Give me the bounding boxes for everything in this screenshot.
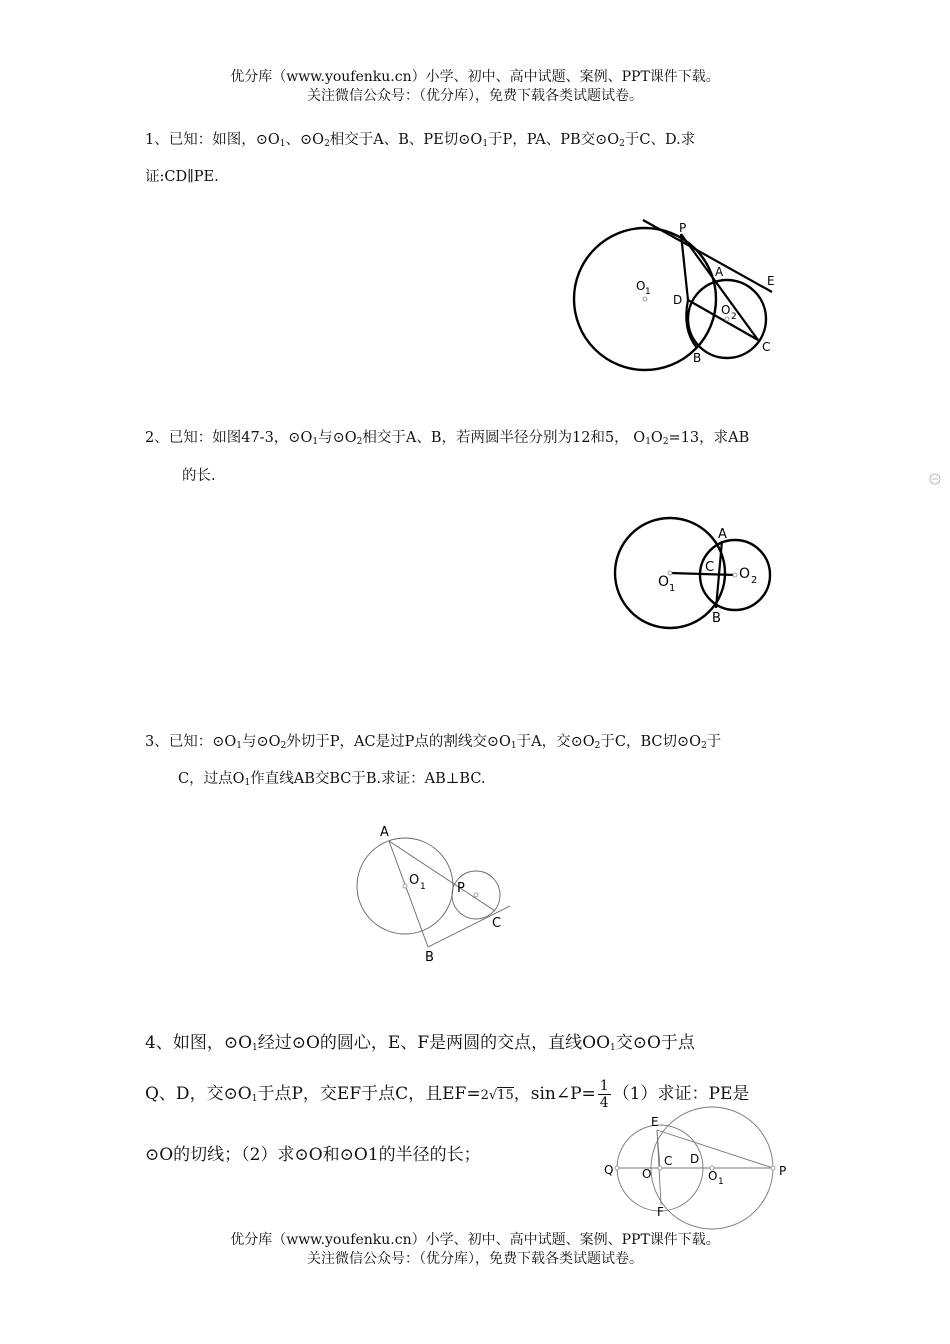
q2-label-o2: O	[739, 566, 751, 582]
q4-point-o	[658, 1166, 662, 1170]
q3-label-p: P	[457, 881, 465, 896]
q1-center-o2	[725, 317, 729, 321]
header-line-1: 优分库（www.youfenku.cn）小学、初中、高中试题、案例、PPT课件下载。	[230, 69, 720, 85]
q3-figure	[350, 820, 520, 970]
q4-line-1: 4、如图，$⊙O_1$经过⊙O的圆心，E、F是两圆的交点，直线$OO_1$交⊙O于点	[145, 1033, 695, 1053]
q3-line-2: C，过点$O_1$作直线AB交BC于B.求证：AB⊥BC.	[178, 771, 486, 788]
q3-secant-ac	[389, 841, 495, 911]
q4-line-2: Q、D，交$⊙O_1$于点P，交EF于点C，且EF=2√15，sin∠P= $\frac{1}{4}$ （1）求证：PE是	[145, 1078, 750, 1111]
q1-label-o2-sub: 2	[731, 312, 737, 322]
q1-label-d: D	[673, 293, 683, 307]
q1-line-pc	[681, 234, 758, 340]
q3-label-b: B	[425, 950, 434, 965]
q4-point-q	[615, 1166, 619, 1170]
q2-line-2: 的长.	[182, 468, 216, 484]
q3-center-o2	[474, 893, 478, 897]
q4-figure	[600, 1100, 800, 1230]
q4-label-p: P	[779, 1164, 787, 1178]
q1-line-1: 1、已知：如图，$⊙O_1$、$⊙O_2$相交于A、B、PE切$⊙O_1$于P，PA、PB交$⊙O_2$于C、D.求	[145, 132, 696, 149]
header-line-2: 关注微信公众号：（优分库），免费下载各类试题试卷。	[307, 88, 643, 104]
footer-line-2: 关注微信公众号：（优分库），免费下载各类试题试卷。	[307, 1251, 643, 1267]
q3-label-o1: O	[409, 873, 420, 888]
q1-label-o1-sub: 1	[645, 287, 651, 297]
q1-label-o1: O	[636, 279, 646, 293]
q2-label-o2-sub: 2	[751, 575, 758, 586]
q3-label-o1-sub: 1	[420, 882, 426, 892]
q4-number: 4、	[145, 1033, 173, 1053]
q2-number: 2、	[145, 430, 169, 446]
q4-point-p	[771, 1166, 775, 1170]
q4-sqrt-expression: 2√15	[480, 1088, 514, 1103]
q1-label-e: E	[767, 274, 775, 288]
q4-label-f: F	[657, 1205, 664, 1219]
q2-label-o1-sub: 1	[669, 583, 676, 594]
q3-line-1: 3、已知：$⊙O_1$与$⊙O_2$外切于P，AC是过P点的割线交$⊙O_1$于A，交$⊙O_2$于C，BC切$⊙O_2$于	[145, 734, 722, 751]
q1-label-b: B	[693, 351, 702, 365]
q3-label-a: A	[380, 825, 389, 840]
footer-line-1: 优分库（www.youfenku.cn）小学、初中、高中试题、案例、PPT课件下载。	[230, 1232, 720, 1248]
q4-label-q: Q	[604, 1163, 614, 1177]
page-footer	[0, 1231, 950, 1269]
q1-label-o2: O	[721, 303, 731, 317]
q4-line-3: ⊙O的切线；（2）求⊙O和⊙O1的半径的长；	[145, 1145, 481, 1165]
q2-figure	[605, 510, 785, 635]
q4-label-o1: O	[708, 1169, 718, 1183]
q3-label-c: C	[492, 916, 502, 931]
q1-number: 1、	[145, 132, 169, 148]
q1-line-2: 证:CD∥PE.	[145, 169, 219, 185]
q1-figure	[560, 212, 790, 382]
q4-label-o1-sub: 1	[718, 1177, 724, 1187]
q2-center-o2	[733, 573, 737, 577]
q2-label-a: A	[718, 527, 727, 542]
q4-fraction: $\frac{1}{4}$	[599, 1078, 609, 1111]
q2-label-c: C	[705, 560, 715, 575]
q3-line-ab	[389, 841, 428, 947]
q3-center-o1	[403, 884, 407, 888]
q2-label-b: B	[712, 611, 721, 626]
q1-label-p: P	[679, 221, 687, 235]
q4-label-o: O	[642, 1167, 652, 1181]
page-header	[0, 68, 950, 106]
q1-label-a: A	[715, 265, 724, 279]
q4-label-c: C	[664, 1154, 673, 1168]
q2-label-o1: O	[658, 574, 670, 590]
q4-label-d: D	[690, 1152, 700, 1166]
q3-number: 3、	[145, 734, 169, 750]
q1-label-c: C	[762, 340, 771, 354]
q2-line-1: 2、已知：如图47-3，$⊙O_1$与$⊙O_2$相交于A、B，若两圆半径分别为12和5， $O_1O_2=13$，求AB	[145, 430, 750, 447]
q4-label-e: E	[651, 1115, 659, 1129]
q1-tangent-pe	[643, 220, 772, 292]
q1-center-o1	[643, 297, 647, 301]
q4-tangent-pe	[657, 1130, 773, 1168]
page-edge-mark-icon	[928, 472, 942, 486]
